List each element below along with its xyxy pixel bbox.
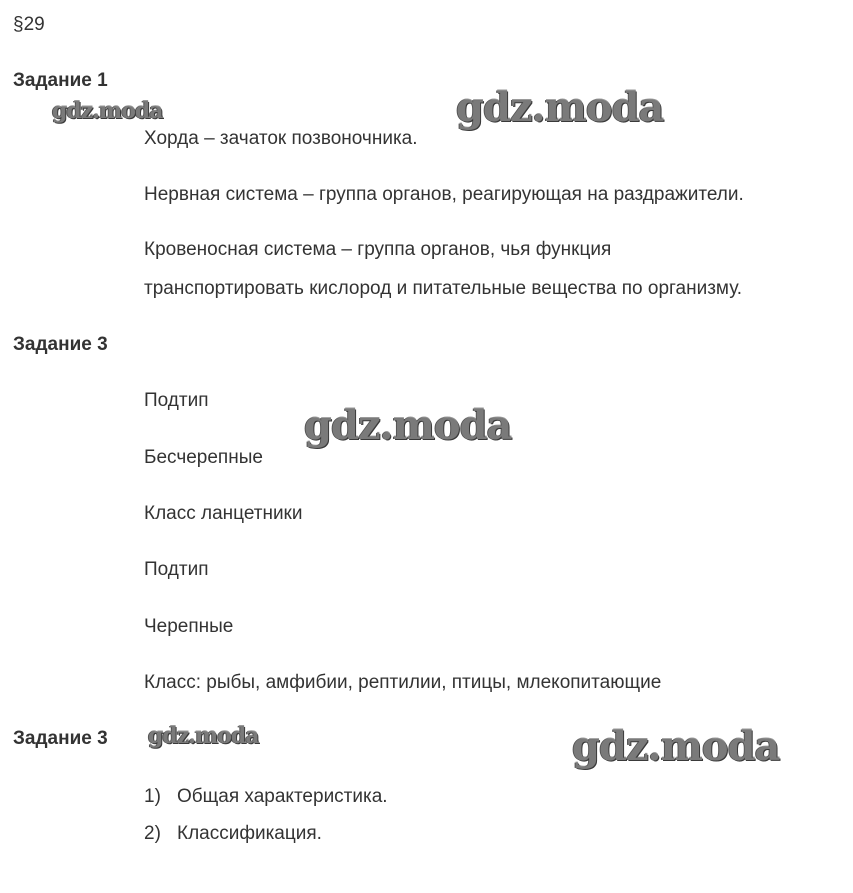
list-text: Общая характеристика. [177,786,388,807]
task-3a-heading: Задание 3 [13,334,108,355]
watermark-logo: gdz.moda [456,84,664,131]
watermark-logo: gdz.moda [148,723,259,749]
watermark-logo: gdz.moda [52,98,163,124]
task-3a-line-6: Класс: рыбы, амфибии, рептилии, птицы, млекопитающие [144,672,662,693]
task-3a-line-2: Бесчерепные [144,447,263,468]
section-number: §29 [13,14,45,35]
task-1-line-2: Нервная система – группа органов, реагирующая на раздражители. [144,184,744,205]
task-3b-item-1 [144,786,388,808]
list-number: 2) [144,823,161,844]
watermark-logo: gdz.moda [572,723,780,770]
task-1-line-1: Хорда – зачаток позвоночника. [144,128,418,149]
task-3a-line-4: Подтип [144,559,209,580]
task-3a-line-3: Класс ланцетники [144,503,303,524]
task-1-line-4: транспортировать кислород и питательные вещества по организму. [144,278,743,299]
task-1-heading: Задание 1 [13,70,108,91]
task-3a-line-5: Черепные [144,616,234,637]
watermark-logo: gdz.moda [304,402,512,449]
task-1-line-3: Кровеносная система – группа органов, чья функция [144,239,612,260]
list-number: 1) [144,786,161,807]
list-text: Классификация. [177,823,322,844]
task-3a-line-1: Подтип [144,390,209,411]
task-3b-heading: Задание 3 [13,728,108,749]
task-3b-item-2 [144,823,322,845]
